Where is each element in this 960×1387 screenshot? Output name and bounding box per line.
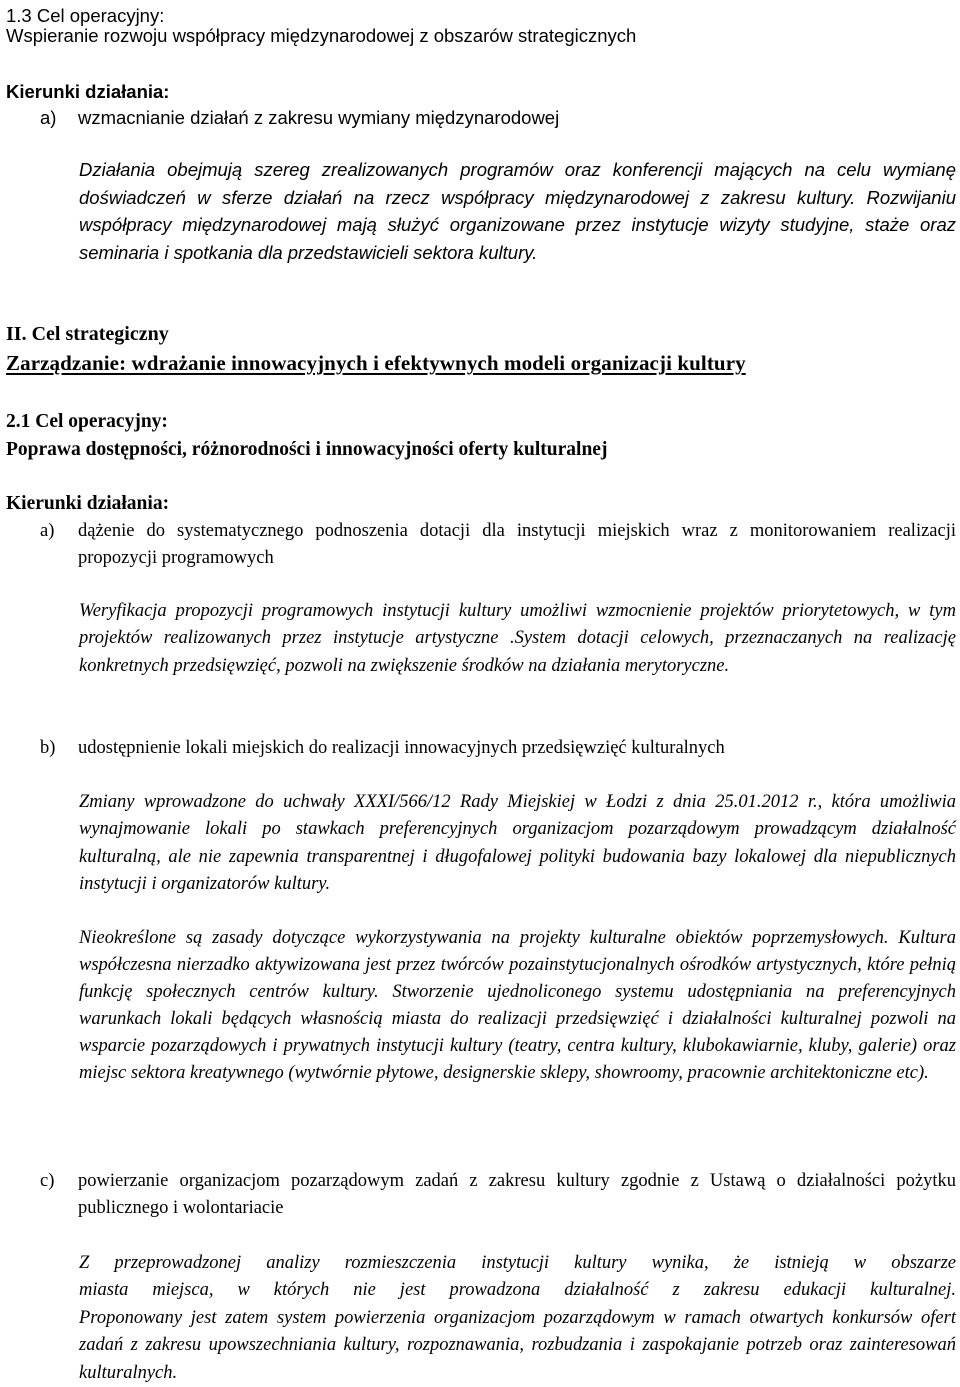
item-label: c) — [40, 1171, 55, 1191]
section-1-3-directions-label: Kierunki działania: — [6, 81, 170, 102]
section-2-1-item-c-paragraph — [79, 1250, 956, 1387]
item-label: a) — [40, 521, 55, 541]
section-2-1-item-b-paragraph-1: Zmiany wprowadzone do uchwały XXXI/566/12 Rady Miejskiej w Łodzi z dnia 25.01.2012 r., która umożliwia wynajmowanie lokali po stawkach preferencyjnych organizacjom pozarządowym prowadzącym działalność kulturalną, ale nie zapewnia transparentnej i długofalowej polityki budowania bazy lokalowej dla niepublicznych instytucji i organizatorów kultury. — [79, 792, 956, 895]
section-1-3-heading: 1.3 Cel operacyjny: — [6, 5, 165, 26]
item-text: wzmacnianie działań z zakresu wymiany międzynarodowej — [78, 107, 560, 128]
paragraph-line-2: miasta miejsca, w których nie jest prowadzona działalność z zakresu edukacji kulturalnej. — [79, 1280, 956, 1301]
strategic-goal-title: Zarządzanie: wdrażanie innowacyjnych i efektywnych modeli organizacji kultury — [6, 351, 746, 375]
section-2-1-item-a — [40, 518, 956, 572]
paragraph-rest: Proponowany jest zatem system powierzenia organizacjom pozarządowym w ramach otwartych konkursów ofert zadań z zakresu upowszechniania kultury, rozpoznawania, rozbudzania i zaspokajanie potrzeb oraz zainteresowań kulturalnych. — [79, 1307, 956, 1383]
section-2-1-heading — [6, 408, 956, 435]
section-2-1-item-a-paragraph: Weryfikacja propozycji programowych instytucji kultury umożliwi wzmocnienie projektów priorytetowych, w tym projektów realizowanych przez instytucje artystyczne .System dotacji celowych, przeznaczanych na realizację konkretnych przedsięwzięć, pozwoli na zwiększenie środków na działania merytoryczne. — [79, 601, 956, 676]
section-2-1-item-b — [40, 735, 956, 762]
paragraph-line-1: Z przeprowadzonej analizy rozmieszczenia instytucji kultury wynika, że istnieją w obszarze — [79, 1253, 956, 1273]
section-2-1-item-b-paragraph-2: Nieokreślone są zasady dotyczące wykorzystywania na projekty kulturalne obiektów poprzemysłowych. Kultura współczesna nierzadko aktywizowana jest przez twórców pozainstytucjonalnych ośrodków artystycznych, które pełnią funkcję społecznych centrów kultury. Stworzenie ujednoliconego systemu udostępniania na preferencyjnych warunkach lokali będących własnością miasta do realizacji przedsięwzięć i działalności kulturalnej pozwoli na wsparcie pozarządowych i prywatnych instytucji kultury (teatry, centra kultury, klubokawiarnie, kluby, galerie) oraz miejsc sektora kreatywnego (wytwórnie płytowe, designerskie sklepy, showroomy, pracownie architektoniczne etc). — [79, 928, 956, 1084]
item-label: b) — [40, 738, 56, 758]
section-2-1-heading-text: 2.1 Cel operacyjny: — [6, 411, 168, 432]
section-2-1-item-c — [40, 1168, 956, 1222]
item-label: a) — [40, 107, 57, 128]
section-1-3-goal: Wspieranie rozwoju współpracy międzynarodowej z obszarów strategicznych — [6, 25, 637, 46]
section-2-1-goal: Poprawa dostępności, różnorodności i innowacyjności oferty kulturalnej — [6, 439, 608, 460]
section-1-3-paragraph: Działania obejmują szereg zrealizowanych programów oraz konferencji mających na celu wymianę doświadczeń w sferze działań na rzecz współpracy międzynarodowej z zakresu kultury. Rozwijaniu współpracy międzynarodowej mają służyć organizowane przez instytucje wizyty studyjne, staże oraz seminaria i spotkania dla przedstawicieli sektora kultury. — [79, 159, 956, 263]
strategic-goal-heading: II. Cel strategiczny — [6, 323, 169, 345]
section-1-3-item-a — [40, 104, 956, 131]
item-text: powierzanie organizacjom pozarządowym zadań z zakresu kultury zgodnie z Ustawą o działalności pożytku publicznego i wolontariacie — [78, 1171, 956, 1218]
section-2-1-directions-label: Kierunki działania: — [6, 493, 170, 514]
item-text: udostępnienie lokali miejskich do realizacji innowacyjnych przedsięwzięć kulturalnych — [78, 738, 725, 758]
item-text: dążenie do systematycznego podnoszenia dotacji dla instytucji miejskich wraz z monitorowaniem realizacji propozycji programowych — [78, 521, 956, 568]
